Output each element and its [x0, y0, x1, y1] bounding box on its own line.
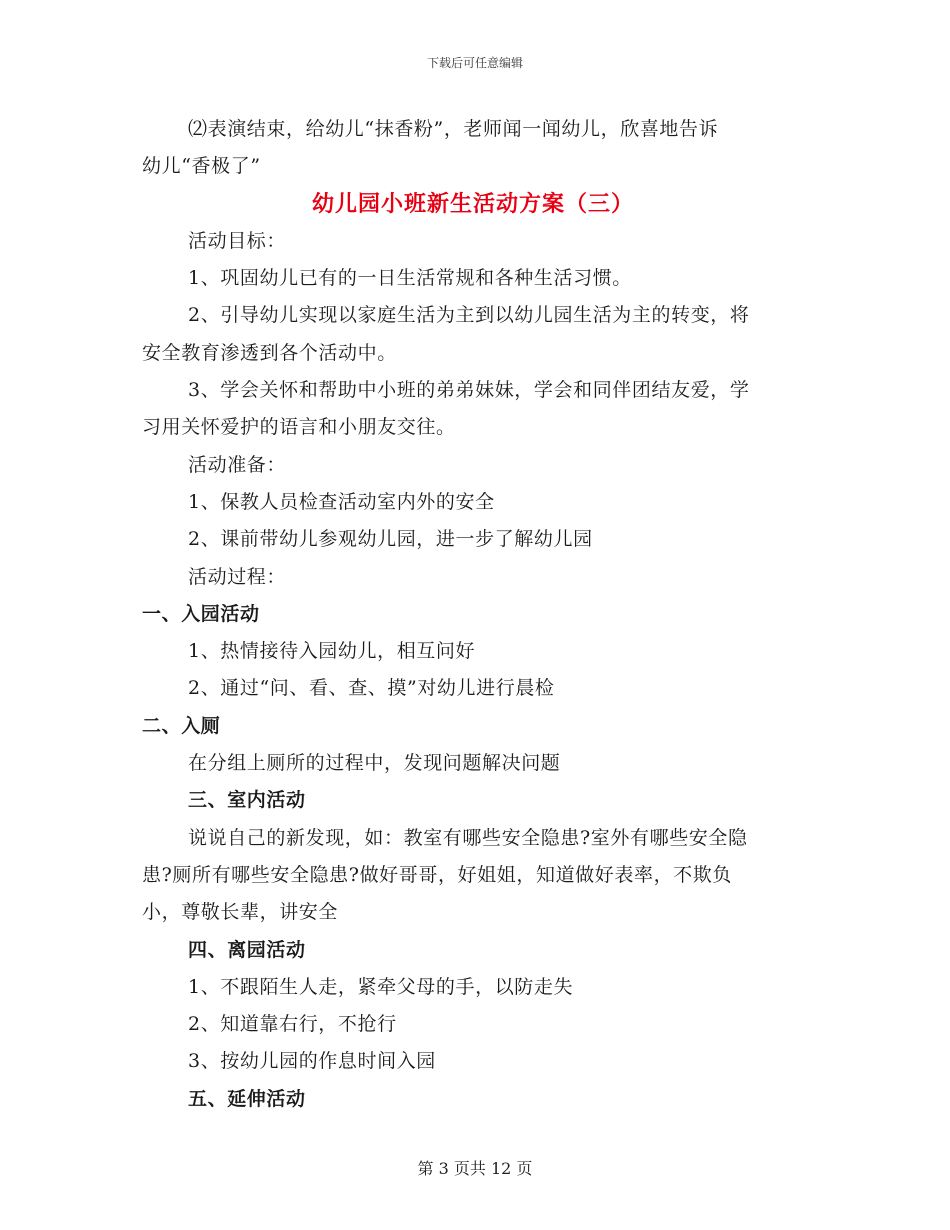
paragraph-line: 患?厕所有哪些安全隐患?做好哥哥，好姐姐，知道做好表率，不欺负	[142, 863, 732, 886]
paragraph-line: 3、按幼儿园的作息时间入园	[188, 1050, 436, 1073]
section-heading: 五、延伸活动	[188, 1087, 306, 1110]
document-body	[142, 111, 808, 1118]
paragraph-line: 2、通过“问、看、查、摸”对幼儿进行晨检	[188, 677, 555, 700]
paragraph-line: 说说自己的新发现，如：教室有哪些安全隐患?室外有哪些安全隐	[188, 826, 748, 849]
paragraph-line: 2、课前带幼儿参观幼儿园，进一步了解幼儿园	[188, 528, 593, 551]
page-footer: 第 3 页共 12 页	[417, 1159, 533, 1178]
paragraph-line: ⑵表演结束，给幼儿“抹香粉”，老师闻一闻幼儿，欣喜地告诉	[188, 118, 719, 140]
paragraph-line: 活动过程：	[188, 565, 287, 588]
paragraph-line: 幼儿“香极了”	[142, 155, 261, 178]
paragraph-line: 1、巩固幼儿已有的一日生活常规和各种生活习惯。	[188, 267, 632, 290]
section-heading: 四、离园活动	[188, 938, 306, 961]
paragraph-line: 活动目标：	[188, 229, 287, 252]
paragraph-line: 习用关怀爱护的语言和小朋友交往。	[142, 416, 456, 439]
paragraph-line: 1、不跟陌生人走，紧牵父母的手，以防走失	[188, 975, 574, 998]
paragraph-line: 1、保教人员检查活动室内外的安全	[188, 490, 495, 513]
paragraph-line: 1、热情接待入园幼儿，相互问好	[188, 640, 476, 663]
section-heading: 一、入园活动	[142, 602, 260, 625]
paragraph-line: 3、学会关怀和帮助中小班的弟弟妹妹，学会和同伴团结友爱，学	[188, 379, 750, 402]
paragraph-line: 2、引导幼儿实现以家庭生活为主到以幼儿园生活为主的转变，将	[188, 304, 750, 327]
section-heading: 三、室内活动	[188, 789, 306, 812]
section-heading: 二、入厕	[142, 714, 221, 737]
paragraph-line: 在分组上厕所的过程中，发现问题解决问题	[188, 752, 561, 775]
paragraph-line: 活动准备：	[188, 453, 287, 476]
page-header: 下载后可任意编辑	[426, 56, 523, 70]
document-title: 幼儿园小班新生活动方案（三）	[311, 190, 634, 217]
paragraph-line: 小，尊敬长辈，讲安全	[142, 901, 339, 924]
paragraph-line: 2、知道靠右行，不抢行	[188, 1013, 397, 1036]
paragraph-line: 安全教育渗透到各个活动中。	[142, 341, 397, 364]
